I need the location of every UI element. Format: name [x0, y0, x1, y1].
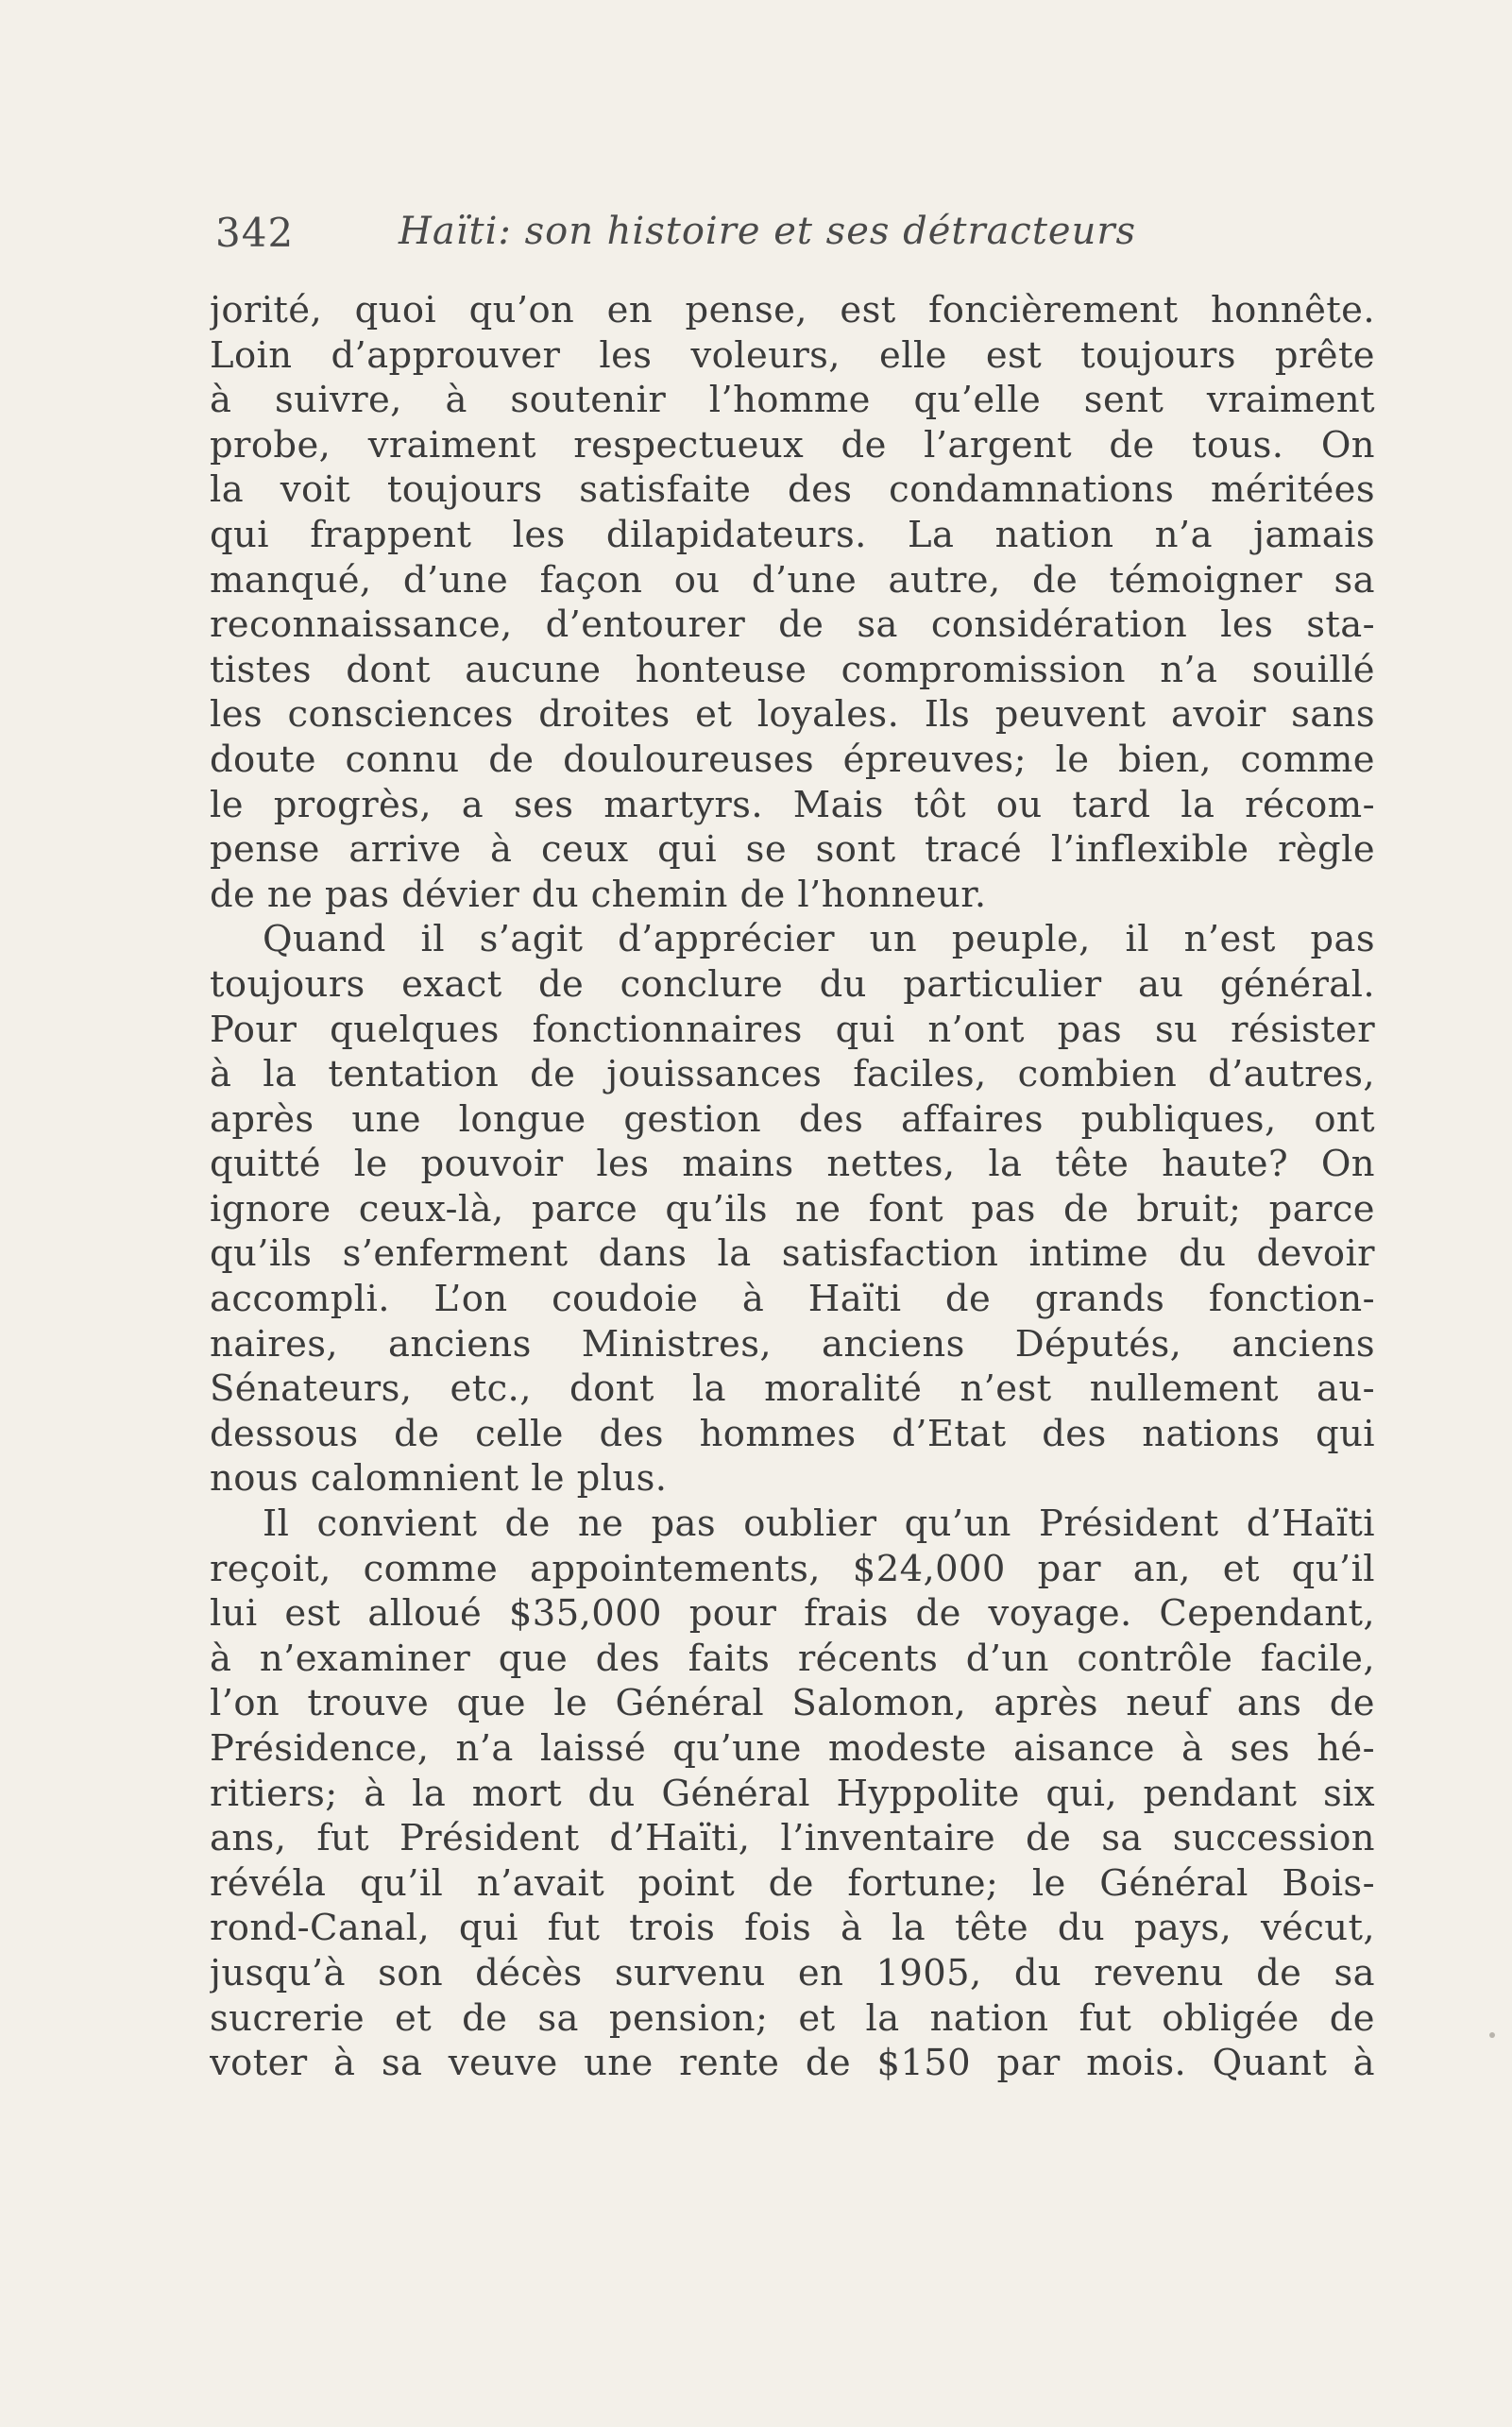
text-line: reçoit, comme appointements, $24,000 par an, et qu’il: [210, 1547, 1375, 1590]
text-line: à suivre, à soutenir l’homme qu’elle sent vraiment: [210, 379, 1375, 422]
text-line: ritiers; à la mort du Général Hyppolite qui, pendant six: [210, 1772, 1375, 1815]
text-line: révéla qu’il n’avait point de fortune; le Général Bois-: [210, 1861, 1375, 1905]
text-line: jusqu’à son décès survenu en 1905, du revenu de sa: [210, 1951, 1375, 1994]
text-line: Loin d’approuver les voleurs, elle est toujours prête: [210, 333, 1375, 377]
text-line: ans, fut Président d’Haïti, l’inventaire de sa succession: [210, 1817, 1375, 1860]
text-line: doute connu de douloureuses épreuves; le bien, comme: [210, 738, 1375, 781]
text-line: la voit toujours satisfaite des condamnations méritées: [210, 468, 1375, 512]
text-line: à la tentation de jouissances faciles, combien d’autres,: [210, 1053, 1375, 1096]
text-line: toujours exact de conclure du particulier au général.: [210, 962, 1375, 1006]
text-line: probe, vraiment respectueux de l’argent de tous. On: [210, 423, 1375, 467]
text-line: ignore ceux-là, parce qu’ils ne font pas de bruit; parce: [210, 1187, 1375, 1230]
text-line: Pour quelques fonctionnaires qui n’ont pas su résister: [210, 1008, 1375, 1051]
text-line: pense arrive à ceux qui se sont tracé l’inflexible règle: [210, 828, 1375, 872]
text-line: à n’examiner que des faits récents d’un contrôle facile,: [210, 1637, 1375, 1680]
text-line: le progrès, a ses martyrs. Mais tôt ou tard la récom-: [210, 783, 1375, 826]
running-head: [210, 206, 1192, 263]
text-line: quitté le pouvoir les mains nettes, la tête haute? On: [210, 1143, 1375, 1186]
page-speck: [1489, 2032, 1495, 2038]
text-line: reconnaissance, d’entourer de sa considération les sta-: [210, 603, 1375, 647]
text-line: qui frappent les dilapidateurs. La nation n’a jamais: [210, 513, 1375, 556]
text-line: dessous de celle des hommes d’Etat des nations qui: [210, 1412, 1375, 1455]
text-line: Il convient de ne pas oublier qu’un Président d’Haïti: [263, 1502, 1375, 1546]
body-text: [210, 288, 1375, 2086]
text-line: qu’ils s’enferment dans la satisfaction intime du devoir: [210, 1232, 1375, 1276]
text-line: manqué, d’une façon ou d’une autre, de témoigner sa: [210, 558, 1375, 602]
text-line: après une longue gestion des affaires publiques, ont: [210, 1097, 1375, 1141]
text-line: jorité, quoi qu’on en pense, est foncièrement honnête.: [210, 289, 1375, 331]
text-line: lui est alloué $35,000 pour frais de voyage. Cependant,: [210, 1592, 1375, 1636]
text-line: l’on trouve que le Général Salomon, après neuf ans de: [210, 1682, 1375, 1725]
text-line: Présidence, n’a laissé qu’une modeste aisance à ses hé-: [210, 1727, 1375, 1770]
running-title: Haïti: son histoire et ses détracteurs: [399, 210, 1136, 253]
text-line: nous calomnient le plus.: [210, 1457, 668, 1501]
text-line: tistes dont aucune honteuse compromission n’a souillé: [210, 648, 1375, 691]
text-line: accompli. L’on coudoie à Haïti de grands fonction-: [210, 1278, 1375, 1321]
page-number: 342: [215, 210, 295, 256]
text-line: voter à sa veuve une rente de $150 par mois. Quant à: [210, 2042, 1375, 2085]
text-line: Quand il s’agit d’apprécier un peuple, il n’est pas: [263, 918, 1375, 961]
text-line: les consciences droites et loyales. Ils peuvent avoir sans: [210, 693, 1375, 737]
text-line: rond-Canal, qui fut trois fois à la tête du pays, vécut,: [210, 1907, 1375, 1950]
text-line: de ne pas dévier du chemin de l’honneur.: [210, 873, 987, 916]
text-line: sucrerie et de sa pension; et la nation fut obligée de: [210, 1996, 1375, 2040]
text-line: naires, anciens Ministres, anciens Députés, anciens: [210, 1322, 1375, 1366]
text-line: Sénateurs, etc., dont la moralité n’est nullement au-: [210, 1367, 1375, 1411]
